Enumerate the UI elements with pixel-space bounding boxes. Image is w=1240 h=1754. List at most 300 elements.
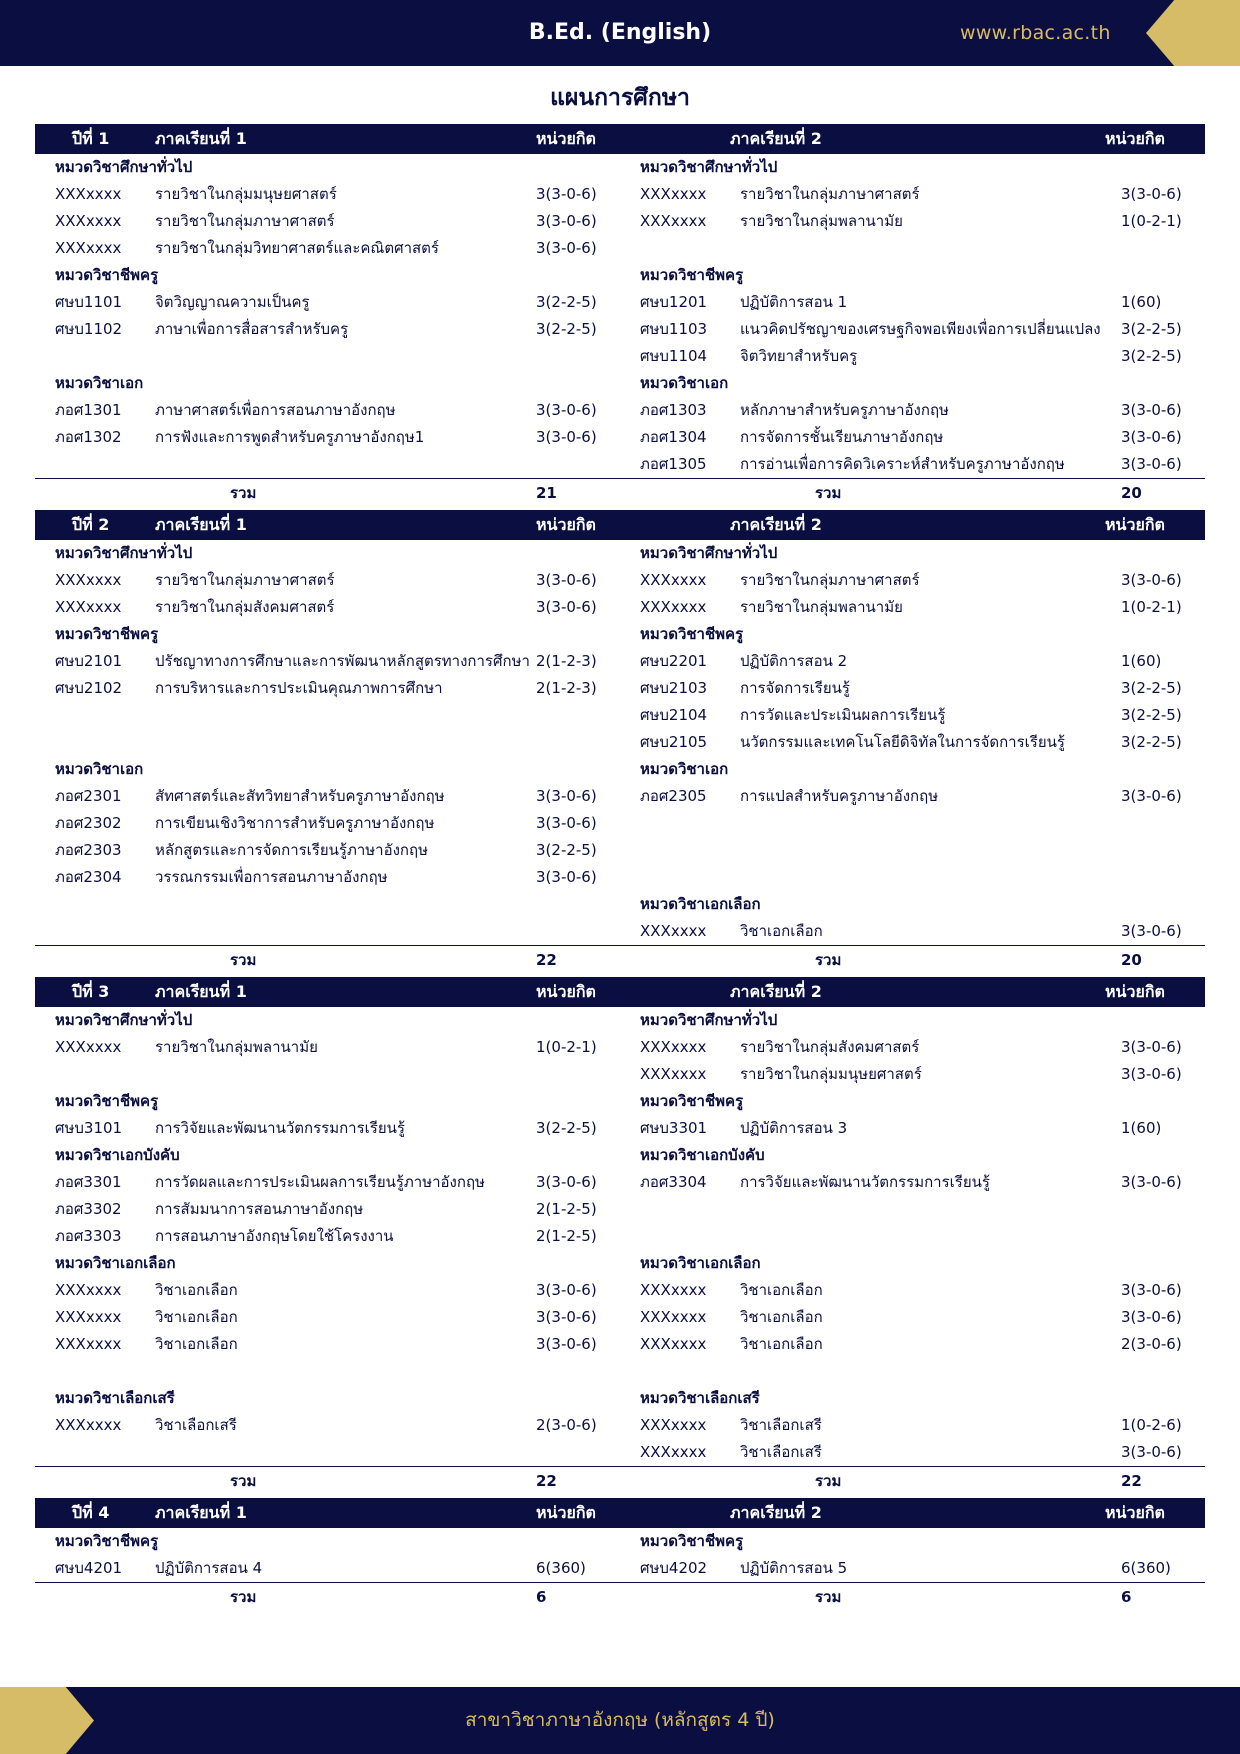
course-name: จิตวิญญาณความเป็นครู [155,293,310,311]
course-code: ศษบ3101 [55,1119,123,1137]
course-credit: 3(2-2-5) [1121,706,1182,724]
course-code: XXXxxxx [640,1065,707,1083]
category-heading: หมวดวิชาเลือกเสรี [640,1389,760,1407]
course-credit: 6(360) [536,1559,586,1577]
course-credit: 3(2-2-5) [536,293,597,311]
course-code: ภอศ2304 [55,868,122,886]
course-credit: 3(3-0-6) [536,787,597,805]
semester-2-total [620,946,1205,976]
course-code: XXXxxxx [640,1443,707,1461]
category-heading: หมวดวิชาศึกษาทั่วไป [55,1011,193,1029]
course-code: XXXxxxx [640,212,707,230]
year-section [35,124,1205,509]
course-row [620,1331,1205,1358]
footer-bar [0,1687,1240,1754]
course-code: ภอศ1301 [55,401,122,419]
course-name: การเขียนเชิงวิชาการสำหรับครูภาษาอังกฤษ [155,814,435,832]
course-code: ภอศ3304 [640,1173,707,1191]
category-heading: หมวดวิชาศึกษาทั่วไป [55,544,193,562]
semester-2-total [620,1583,1205,1613]
course-name: รายวิชาในกลุ่มสังคมศาสตร์ [740,1038,920,1056]
category-heading: หมวดวิชาศึกษาทั่วไป [55,158,193,176]
course-code: XXXxxxx [640,922,707,940]
course-row [35,1223,620,1250]
course-row [620,648,1205,675]
course-row [35,567,620,594]
year-content [35,1007,1205,1466]
course-name: ปฏิบัติการสอน 2 [740,652,848,670]
course-name: รายวิชาในกลุ่มพลานามัย [740,212,903,230]
document-title: แผนการศึกษา [550,85,690,111]
course-name: การจัดการเรียนรู้ [740,679,850,697]
course-credit: 3(3-0-6) [536,1281,597,1299]
total-row [35,478,1205,509]
course-code: ภอศ3302 [55,1200,122,1218]
course-name: วิชาเอกเลือก [155,1281,238,1299]
year-label: ปีที่ 3 [72,982,110,1001]
course-name: ปฏิบัติการสอน 4 [155,1559,263,1577]
course-code: XXXxxxx [640,1416,707,1434]
blank-row [35,1439,620,1466]
course-name: ปรัชญาทางการศึกษาและการพัฒนาหลักสูตรทางการศึกษา [155,652,530,670]
course-credit: 3(2-2-5) [536,320,597,338]
course-row [35,1304,620,1331]
course-name: รายวิชาในกลุ่มมนุษยศาสตร์ [155,185,337,203]
course-credit: 3(3-0-6) [1121,1443,1182,1461]
course-credit: 3(3-0-6) [536,814,597,832]
course-credit: 3(2-2-5) [1121,320,1182,338]
course-name: รายวิชาในกลุ่มภาษาศาสตร์ [740,185,920,203]
course-row [35,235,620,262]
category-heading: หมวดวิชาเอก [55,760,144,778]
blank-row [35,1358,620,1385]
course-name: นวัตกรรมและเทคโนโลยีดิจิทัลในการจัดการเรียนรู้ [740,733,1065,751]
course-credit: 1(0-2-1) [1121,598,1182,616]
category-heading: หมวดวิชาเอกบังคับ [640,1146,765,1164]
course-row [620,675,1205,702]
course-row [35,424,620,451]
semester-1-total [35,946,620,976]
course-row [35,1412,620,1439]
course-row [620,1034,1205,1061]
course-name: รายวิชาในกลุ่มภาษาศาสตร์ [155,571,335,589]
total-row [35,1582,1205,1613]
blank-row [35,729,620,756]
total-label: รวม [230,1588,257,1606]
semester-1-label: ภาคเรียนที่ 1 [155,515,247,534]
course-credit: 2(1-2-5) [536,1200,597,1218]
course-name: วิชาเอกเลือก [740,1335,823,1353]
course-row [620,181,1205,208]
course-code: ภอศ3301 [55,1173,122,1191]
credit-header-2: หน่วยกิต [1105,982,1165,1001]
course-name: การวัดผลและการประเมินผลการเรียนรู้ภาษาอังกฤษ [155,1173,485,1191]
course-code: XXXxxxx [640,598,707,616]
course-credit: 3(3-0-6) [1121,571,1182,589]
course-credit: 2(3-0-6) [1121,1335,1182,1353]
credit-header-2: หน่วยกิต [1105,515,1165,534]
course-name: จิตวิทยาสำหรับครู [740,347,858,365]
course-credit: 3(3-0-6) [1121,1308,1182,1326]
semester-1-total [35,479,620,509]
category-heading: หมวดวิชาชีพครู [55,1532,159,1550]
category-heading: หมวดวิชาเอกเลือก [640,895,761,913]
credit-header-1: หน่วยกิต [536,982,596,1001]
course-name: รายวิชาในกลุ่มภาษาศาสตร์ [740,571,920,589]
blank-row [620,1223,1205,1250]
course-name: ภาษาเพื่อการสื่อสารสำหรับครู [155,320,349,338]
blank-row [620,864,1205,891]
category-heading: หมวดวิชาเอก [640,374,729,392]
category-heading: หมวดวิชาชีพครู [640,1092,744,1110]
course-row [620,1304,1205,1331]
course-code: ศษบ2201 [640,652,708,670]
course-credit: 3(3-0-6) [1121,185,1182,203]
course-code: ศษบ1103 [640,320,708,338]
total-row [35,945,1205,976]
course-name: การวิจัยและพัฒนานวัตกรรมการเรียนรู้ [740,1173,990,1191]
course-row [35,208,620,235]
category-heading: หมวดวิชาเอกเลือก [55,1254,176,1272]
total-label: รวม [230,951,257,969]
total-credits: 20 [1121,484,1142,502]
year-header [35,510,1205,540]
semester-2-column [620,154,1205,478]
course-name: การสัมมนาการสอนภาษาอังกฤษ [155,1200,364,1218]
course-credit: 3(2-2-5) [536,1119,597,1137]
course-row [35,864,620,891]
course-code: ศษบ2102 [55,679,123,697]
course-code: XXXxxxx [55,1038,122,1056]
blank-row [35,891,620,918]
course-code: XXXxxxx [55,571,122,589]
course-credit: 3(3-0-6) [1121,428,1182,446]
course-code: XXXxxxx [55,598,122,616]
course-name: รายวิชาในกลุ่มวิทยาศาสตร์และคณิตศาสตร์ [155,239,439,257]
course-code: ศษบ1201 [640,293,708,311]
course-code: ภอศ1302 [55,428,122,446]
footer-text: สาขาวิชาภาษาอังกฤษ (หลักสูตร 4 ปี) [465,1709,775,1731]
blank-row [35,1061,620,1088]
total-credits: 6 [1121,1588,1132,1606]
blank-row [620,235,1205,262]
course-row [620,397,1205,424]
course-row [35,837,620,864]
course-row [35,1115,620,1142]
course-name: ปฏิบัติการสอน 1 [740,293,848,311]
course-code: ภอศ1303 [640,401,707,419]
course-credit: 3(3-0-6) [536,1308,597,1326]
course-row [620,316,1205,343]
course-credit: 3(3-0-6) [1121,401,1182,419]
course-code: ศษบ2104 [640,706,708,724]
course-row [35,1555,620,1582]
course-code: XXXxxxx [640,571,707,589]
total-label: รวม [815,951,842,969]
course-credit: 3(2-2-5) [1121,347,1182,365]
course-credit: 1(0-2-1) [1121,212,1182,230]
category-heading: หมวดวิชาศึกษาทั่วไป [640,544,778,562]
year-content [35,1528,1205,1582]
course-name: การสอนภาษาอังกฤษโดยใช้โครงงาน [155,1227,394,1245]
blank-row [35,343,620,370]
course-credit: 1(60) [1121,293,1162,311]
category-heading: หมวดวิชาเลือกเสรี [55,1389,175,1407]
year-label: ปีที่ 2 [72,515,110,534]
credit-header-2: หน่วยกิต [1105,129,1165,148]
course-code: ศษบ4202 [640,1559,708,1577]
course-code: ศษบ4201 [55,1559,123,1577]
course-row [35,675,620,702]
semester-2-column [620,540,1205,945]
course-credit: 3(3-0-6) [1121,1281,1182,1299]
semester-2-column [620,1528,1205,1582]
course-credit: 2(1-2-5) [536,1227,597,1245]
course-credit: 3(3-0-6) [536,598,597,616]
category-heading: หมวดวิชาเอก [55,374,144,392]
course-row [35,1277,620,1304]
course-name: วิชาเอกเลือก [155,1335,238,1353]
course-code: XXXxxxx [55,1281,122,1299]
course-row [35,397,620,424]
semester-2-label: ภาคเรียนที่ 2 [730,515,822,534]
course-code: XXXxxxx [640,1335,707,1353]
course-row [620,289,1205,316]
credit-header-1: หน่วยกิต [536,515,596,534]
course-credit: 3(2-2-5) [1121,679,1182,697]
course-code: XXXxxxx [640,1038,707,1056]
course-credit: 3(3-0-6) [536,401,597,419]
course-code: ภอศ2303 [55,841,122,859]
study-plan [35,124,1205,1614]
credit-header-1: หน่วยกิต [536,1503,596,1522]
blank-row [620,810,1205,837]
total-credits: 6 [536,1588,547,1606]
course-row [620,729,1205,756]
course-credit: 1(60) [1121,1119,1162,1137]
course-credit: 3(3-0-6) [1121,1173,1182,1191]
course-name: วรรณกรรมเพื่อการสอนภาษาอังกฤษ [155,868,388,886]
course-name: วิชาเอกเลือก [155,1308,238,1326]
course-credit: 3(3-0-6) [536,239,597,257]
course-code: ภอศ2301 [55,787,122,805]
course-row [620,1277,1205,1304]
year-header [35,977,1205,1007]
category-heading: หมวดวิชาชีพครู [55,625,159,643]
semester-2-column [620,1007,1205,1466]
semester-2-label: ภาคเรียนที่ 2 [730,1503,822,1522]
course-code: ศษบ1104 [640,347,708,365]
course-row [620,451,1205,478]
course-row [620,1412,1205,1439]
course-name: แนวคิดปรัชญาของเศรษฐกิจพอเพียงเพื่อการเปลี่ยนแปลง [740,320,1101,338]
semester-1-column [35,154,620,478]
semester-1-label: ภาคเรียนที่ 1 [155,1503,247,1522]
total-credits: 21 [536,484,557,502]
course-name: วิชาเอกเลือก [740,922,823,940]
course-row [620,918,1205,945]
blank-row [35,918,620,945]
category-heading: หมวดวิชาศึกษาทั่วไป [640,158,778,176]
course-credit: 1(0-2-6) [1121,1416,1182,1434]
course-name: การแปลสำหรับครูภาษาอังกฤษ [740,787,939,805]
course-name: การวิจัยและพัฒนานวัตกรรมการเรียนรู้ [155,1119,405,1137]
course-credit: 3(2-2-5) [536,841,597,859]
course-name: หลักสูตรและการจัดการเรียนรู้ภาษาอังกฤษ [155,841,428,859]
course-name: ภาษาศาสตร์เพื่อการสอนภาษาอังกฤษ [155,401,396,419]
course-row [620,1061,1205,1088]
course-code: ศษบ1102 [55,320,123,338]
semester-1-total [35,1467,620,1497]
year-section [35,510,1205,976]
course-row [620,567,1205,594]
year-section [35,1498,1205,1613]
course-row [620,1439,1205,1466]
course-row [35,1034,620,1061]
course-row [620,343,1205,370]
course-credit: 3(3-0-6) [536,868,597,886]
course-row [620,208,1205,235]
course-credit: 3(3-0-6) [1121,922,1182,940]
total-label: รวม [230,1472,257,1490]
blank-row [620,1196,1205,1223]
blank-row [620,837,1205,864]
semester-1-column [35,1528,620,1582]
course-name: รายวิชาในกลุ่มพลานามัย [155,1038,318,1056]
course-credit: 3(3-0-6) [536,571,597,589]
credit-header-2: หน่วยกิต [1105,1503,1165,1522]
course-name: การจัดการชั้นเรียนภาษาอังกฤษ [740,428,944,446]
course-name: วิชาเลือกเสรี [155,1416,237,1434]
course-row [35,783,620,810]
total-credits: 22 [1121,1472,1142,1490]
course-code: XXXxxxx [55,1416,122,1434]
course-code: XXXxxxx [640,1308,707,1326]
course-row [35,181,620,208]
semester-1-total [35,1583,620,1613]
course-code: XXXxxxx [55,212,122,230]
course-name: รายวิชาในกลุ่มภาษาศาสตร์ [155,212,335,230]
course-credit: 3(3-0-6) [1121,455,1182,473]
course-row [35,648,620,675]
total-credits: 20 [1121,951,1142,969]
course-code: XXXxxxx [55,185,122,203]
category-heading: หมวดวิชาชีพครู [640,625,744,643]
course-credit: 3(3-0-6) [1121,1038,1182,1056]
year-section [35,977,1205,1497]
course-row [35,810,620,837]
category-heading: หมวดวิชาศึกษาทั่วไป [640,1011,778,1029]
course-row [620,783,1205,810]
course-code: ภอศ2305 [640,787,707,805]
year-label: ปีที่ 1 [72,129,110,148]
blank-row [620,1358,1205,1385]
course-credit: 3(3-0-6) [1121,787,1182,805]
total-credits: 22 [536,951,557,969]
course-code: ภอศ3303 [55,1227,122,1245]
course-name: การบริหารและการประเมินคุณภาพการศึกษา [155,679,443,697]
total-label: รวม [815,1588,842,1606]
year-header [35,124,1205,154]
course-credit: 6(360) [1121,1559,1171,1577]
course-credit: 3(3-0-6) [536,185,597,203]
course-credit: 2(1-2-3) [536,679,597,697]
course-credit: 2(3-0-6) [536,1416,597,1434]
semester-1-column [35,540,620,945]
course-row [620,1169,1205,1196]
course-name: การอ่านเพื่อการคิดวิเคราะห์สำหรับครูภาษาอังกฤษ [740,455,1065,473]
course-row [620,1555,1205,1582]
course-row [35,1331,620,1358]
semester-1-label: ภาคเรียนที่ 1 [155,982,247,1001]
category-heading: หมวดวิชาชีพครู [640,1532,744,1550]
course-code: ศษบ1101 [55,293,123,311]
total-credits: 22 [536,1472,557,1490]
course-code: ศษบ2103 [640,679,708,697]
year-content [35,154,1205,478]
year-content [35,540,1205,945]
total-label: รวม [230,484,257,502]
header-bar [0,0,1240,66]
course-row [35,316,620,343]
year-header [35,1498,1205,1528]
semester-1-column [35,1007,620,1466]
course-credit: 3(3-0-6) [536,1173,597,1191]
semester-2-total [620,479,1205,509]
course-code: ภอศ1305 [640,455,707,473]
course-row [620,1115,1205,1142]
course-code: XXXxxxx [55,239,122,257]
semester-2-label: ภาคเรียนที่ 2 [730,982,822,1001]
course-credit: 3(3-0-6) [536,428,597,446]
category-heading: หมวดวิชาชีพครู [640,266,744,284]
course-name: ปฏิบัติการสอน 5 [740,1559,848,1577]
course-name: ปฏิบัติการสอน 3 [740,1119,848,1137]
course-row [35,1196,620,1223]
course-name: วิชาเลือกเสรี [740,1443,822,1461]
course-credit: 1(60) [1121,652,1162,670]
course-name: รายวิชาในกลุ่มมนุษยศาสตร์ [740,1065,922,1083]
course-row [35,594,620,621]
course-code: XXXxxxx [640,1281,707,1299]
course-name: สัทศาสตร์และสัทวิทยาสำหรับครูภาษาอังกฤษ [155,787,445,805]
course-code: ศษบ2105 [640,733,708,751]
course-name: รายวิชาในกลุ่มพลานามัย [740,598,903,616]
course-credit: 3(3-0-6) [536,212,597,230]
course-row [620,594,1205,621]
course-name: หลักภาษาสำหรับครูภาษาอังกฤษ [740,401,949,419]
course-row [35,289,620,316]
category-heading: หมวดวิชาเอกบังคับ [55,1146,180,1164]
course-name: รายวิชาในกลุ่มสังคมศาสตร์ [155,598,335,616]
course-code: XXXxxxx [640,185,707,203]
course-name: การวัดและประเมินผลการเรียนรู้ [740,706,946,724]
program-title: B.Ed. (English) [528,20,712,45]
total-row [35,1466,1205,1497]
website-link[interactable]: www.rbac.ac.th [960,22,1111,44]
course-code: ภอศ2302 [55,814,122,832]
course-credit: 3(2-2-5) [1121,733,1182,751]
semester-2-label: ภาคเรียนที่ 2 [730,129,822,148]
course-code: ภอศ1304 [640,428,707,446]
course-name: วิชาเอกเลือก [740,1308,823,1326]
course-name: วิชาเอกเลือก [740,1281,823,1299]
total-label: รวม [815,1472,842,1490]
course-row [620,702,1205,729]
semester-2-total [620,1467,1205,1497]
course-code: XXXxxxx [55,1308,122,1326]
category-heading: หมวดวิชาเอก [640,760,729,778]
